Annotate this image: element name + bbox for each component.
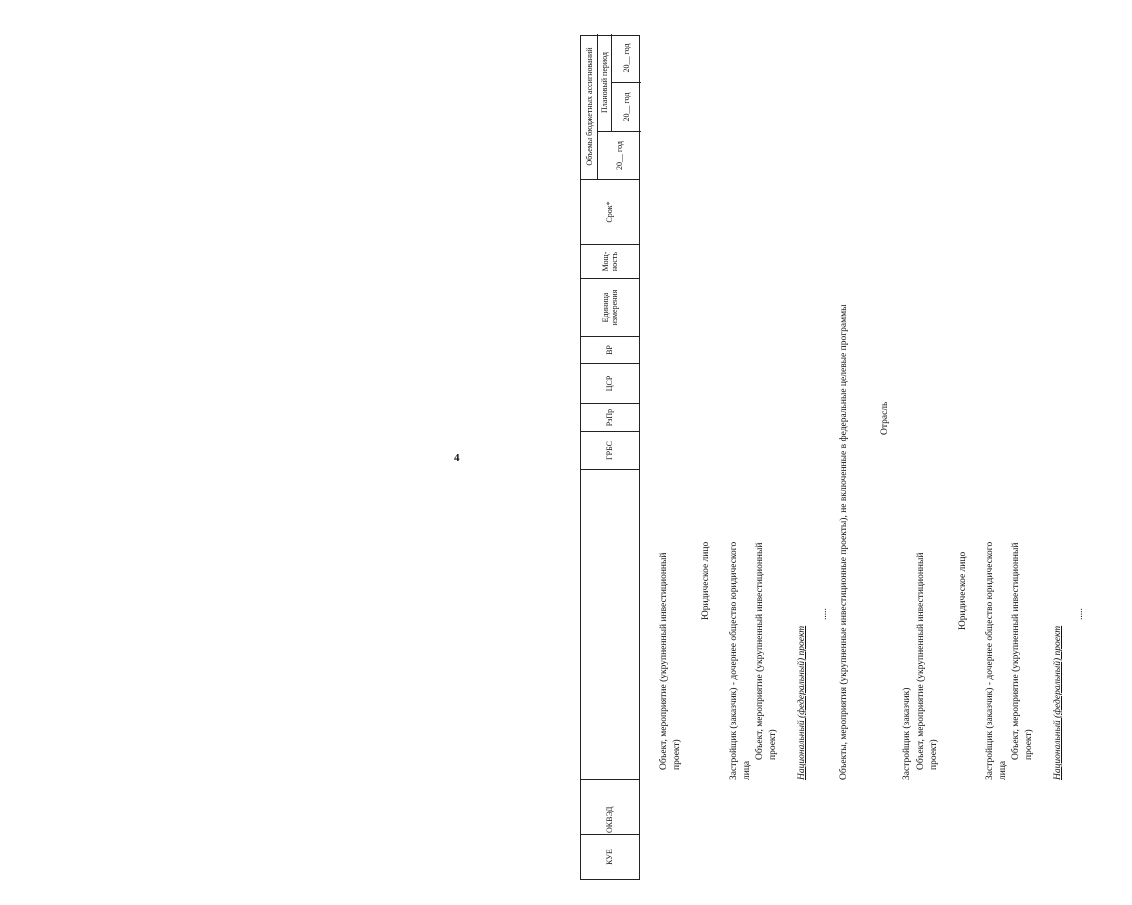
header-name — [581, 469, 639, 779]
header-okved: ОКВЭД — [581, 779, 639, 834]
header-volumes — [581, 34, 641, 179]
row-object-2: Объект, мероприятие (укрупненный инвестиционный проект) — [755, 542, 778, 760]
row-object-4: Объект, мероприятие (укрупненный инвестиционный проект) — [1011, 542, 1034, 760]
row-industry: Отрасль — [880, 401, 890, 435]
row-developer-subsidiary-1: Застройщик (заказчик) - дочернее общество юридического лица — [729, 541, 752, 780]
row-ellipsis-1: ..... — [819, 608, 829, 620]
row-not-included-programs: Объекты, мероприятия (укрупненные инвестиционные проекты), не включенные в федеральные целевые программы — [839, 304, 849, 780]
volumes-caption: Объемы бюджетных ассигнований — [581, 34, 598, 179]
header-vr: ВР — [581, 336, 639, 363]
header-year-3: 20__ год — [622, 43, 631, 73]
row-object-3: Объект, мероприятие (укрупненный инвестиционный проект) — [916, 552, 939, 770]
header-year-2: 20__ год — [612, 82, 641, 131]
row-legal-entity-2: Юридическое лицо — [958, 551, 968, 630]
header-power: Мощ-ность — [581, 244, 639, 278]
row-ellipsis-2: ..... — [1075, 608, 1085, 620]
header-rzpr: РзПр — [581, 403, 639, 431]
header-grbs: ГРБС — [581, 431, 639, 469]
header-kue: КУЕ — [581, 834, 639, 879]
planned-period-caption: Плановый период — [598, 34, 612, 131]
row-national-project-1: Национальный (федеральный) проект — [797, 625, 807, 780]
row-national-project-2: Национальный (федеральный) проект — [1053, 625, 1063, 780]
row-legal-entity-1: Юридическое лицо — [701, 541, 711, 620]
header-unit: Единица измерения — [581, 278, 639, 336]
rotated-table-page — [580, 35, 1132, 880]
row-developer-subsidiary-2: Застройщик (заказчик) - дочернее общество юридического лица — [985, 541, 1008, 780]
row-developer: Застройщик (заказчик) — [902, 687, 912, 780]
page-number: 4 — [454, 452, 460, 464]
row-object-1: Объект, мероприятие (укрупненный инвестиционный проект) — [659, 552, 682, 770]
table-header — [580, 35, 640, 880]
header-term: Срок* — [581, 179, 639, 244]
header-csr: ЦСР — [581, 363, 639, 403]
header-year-1: 20__ год — [598, 131, 641, 179]
